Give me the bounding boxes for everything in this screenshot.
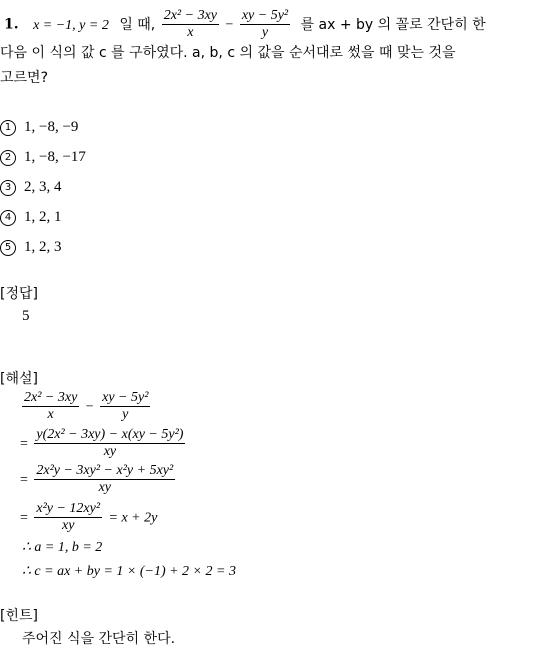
solution-step-3-fraction [34, 501, 102, 534]
solution-step-5: ∴ c = ax + by = 1 × (−1) + 2 × 2 = 3 [22, 564, 236, 579]
choice-1-marker: 1 [0, 120, 16, 136]
minus-sign: − [225, 17, 234, 33]
solution-step-2 [20, 463, 177, 496]
solution-step-4: ∴ a = 1, b = 2 [22, 540, 103, 555]
choice-3[interactable] [0, 179, 62, 196]
solution-step-1 [20, 427, 187, 460]
choice-2-marker: 2 [0, 150, 16, 166]
solution-step-3-numerator: x²y − 12xy² [36, 501, 101, 516]
choice-5-marker: 5 [0, 240, 16, 256]
solution-step-1-equals: = [20, 436, 28, 452]
choice-4[interactable] [0, 209, 62, 226]
question-line-1-tail: 를 ax + by 의 꼴로 간단히 한 [300, 16, 486, 33]
solution-step-2-denominator: xy [98, 480, 111, 495]
choice-2-text: 1, −8, −17 [24, 149, 86, 165]
solution-step-0-denominator-2: y [122, 407, 129, 422]
choice-1-text: 1, −8, −9 [24, 119, 79, 135]
solution-step-2-equals: = [20, 472, 28, 488]
question-line-2: 다음 이 식의 값 c 를 구하였다. a, b, c 의 값을 순서대로 썼을 때 맞는 것을 [0, 45, 456, 61]
fraction-2-denominator: y [261, 25, 269, 40]
question-number: 1. [4, 16, 19, 33]
solution-step-0-fraction-1 [22, 390, 79, 423]
hint-label: [힌트] [0, 608, 38, 624]
solution-step-2-fraction [34, 463, 175, 496]
solution-step-1-fraction [34, 427, 185, 460]
solution-step-0-fraction-2 [100, 390, 150, 423]
fraction-2-numerator: xy − 5y² [241, 8, 289, 23]
choice-1[interactable] [0, 119, 78, 136]
solution-label: [해설] [0, 371, 38, 387]
solution-step-3-denominator: xy [61, 518, 75, 533]
fraction-1-numerator: 2x² − 3xy [163, 8, 218, 23]
solution-step-2-numerator: 2x²y − 3xy² − x²y + 5xy² [36, 463, 174, 478]
choice-4-marker: 4 [0, 210, 16, 226]
solution-step-0-operator: − [85, 399, 94, 415]
solution-step-0-numerator-2: xy − 5y² [102, 390, 149, 405]
question-line-1 [4, 8, 486, 41]
choice-3-marker: 3 [0, 180, 16, 196]
hint-text: 주어진 식을 간단히 한다. [22, 631, 176, 647]
fraction-2 [240, 8, 290, 41]
choice-3-text: 2, 3, 4 [24, 179, 62, 195]
question-line-3: 고르면? [0, 70, 49, 86]
solution-step-0 [20, 390, 152, 423]
solution-step-0-numerator-1: 2x² − 3xy [24, 390, 78, 405]
answer-label: [정답] [0, 286, 38, 302]
solution-step-3 [20, 501, 157, 534]
solution-step-3-equals: = [20, 510, 28, 526]
choice-5-text: 1, 2, 3 [24, 239, 62, 255]
solution-step-3-result: = x + 2y [108, 510, 158, 526]
solution-step-1-denominator: xy [103, 444, 117, 459]
choice-2[interactable] [0, 149, 86, 166]
question-condition: x = −1, y = 2 [33, 17, 109, 33]
fraction-1 [162, 8, 219, 41]
choice-5[interactable] [0, 239, 62, 256]
answer-value: 5 [22, 308, 30, 324]
solution-step-0-denominator-1: x [47, 407, 54, 422]
solution-step-1-numerator: y(2x² − 3xy) − x(xy − 5y²) [36, 427, 184, 442]
fraction-1-denominator: x [187, 25, 194, 40]
question-when: 일 때, [119, 16, 156, 33]
choice-4-text: 1, 2, 1 [24, 209, 62, 225]
